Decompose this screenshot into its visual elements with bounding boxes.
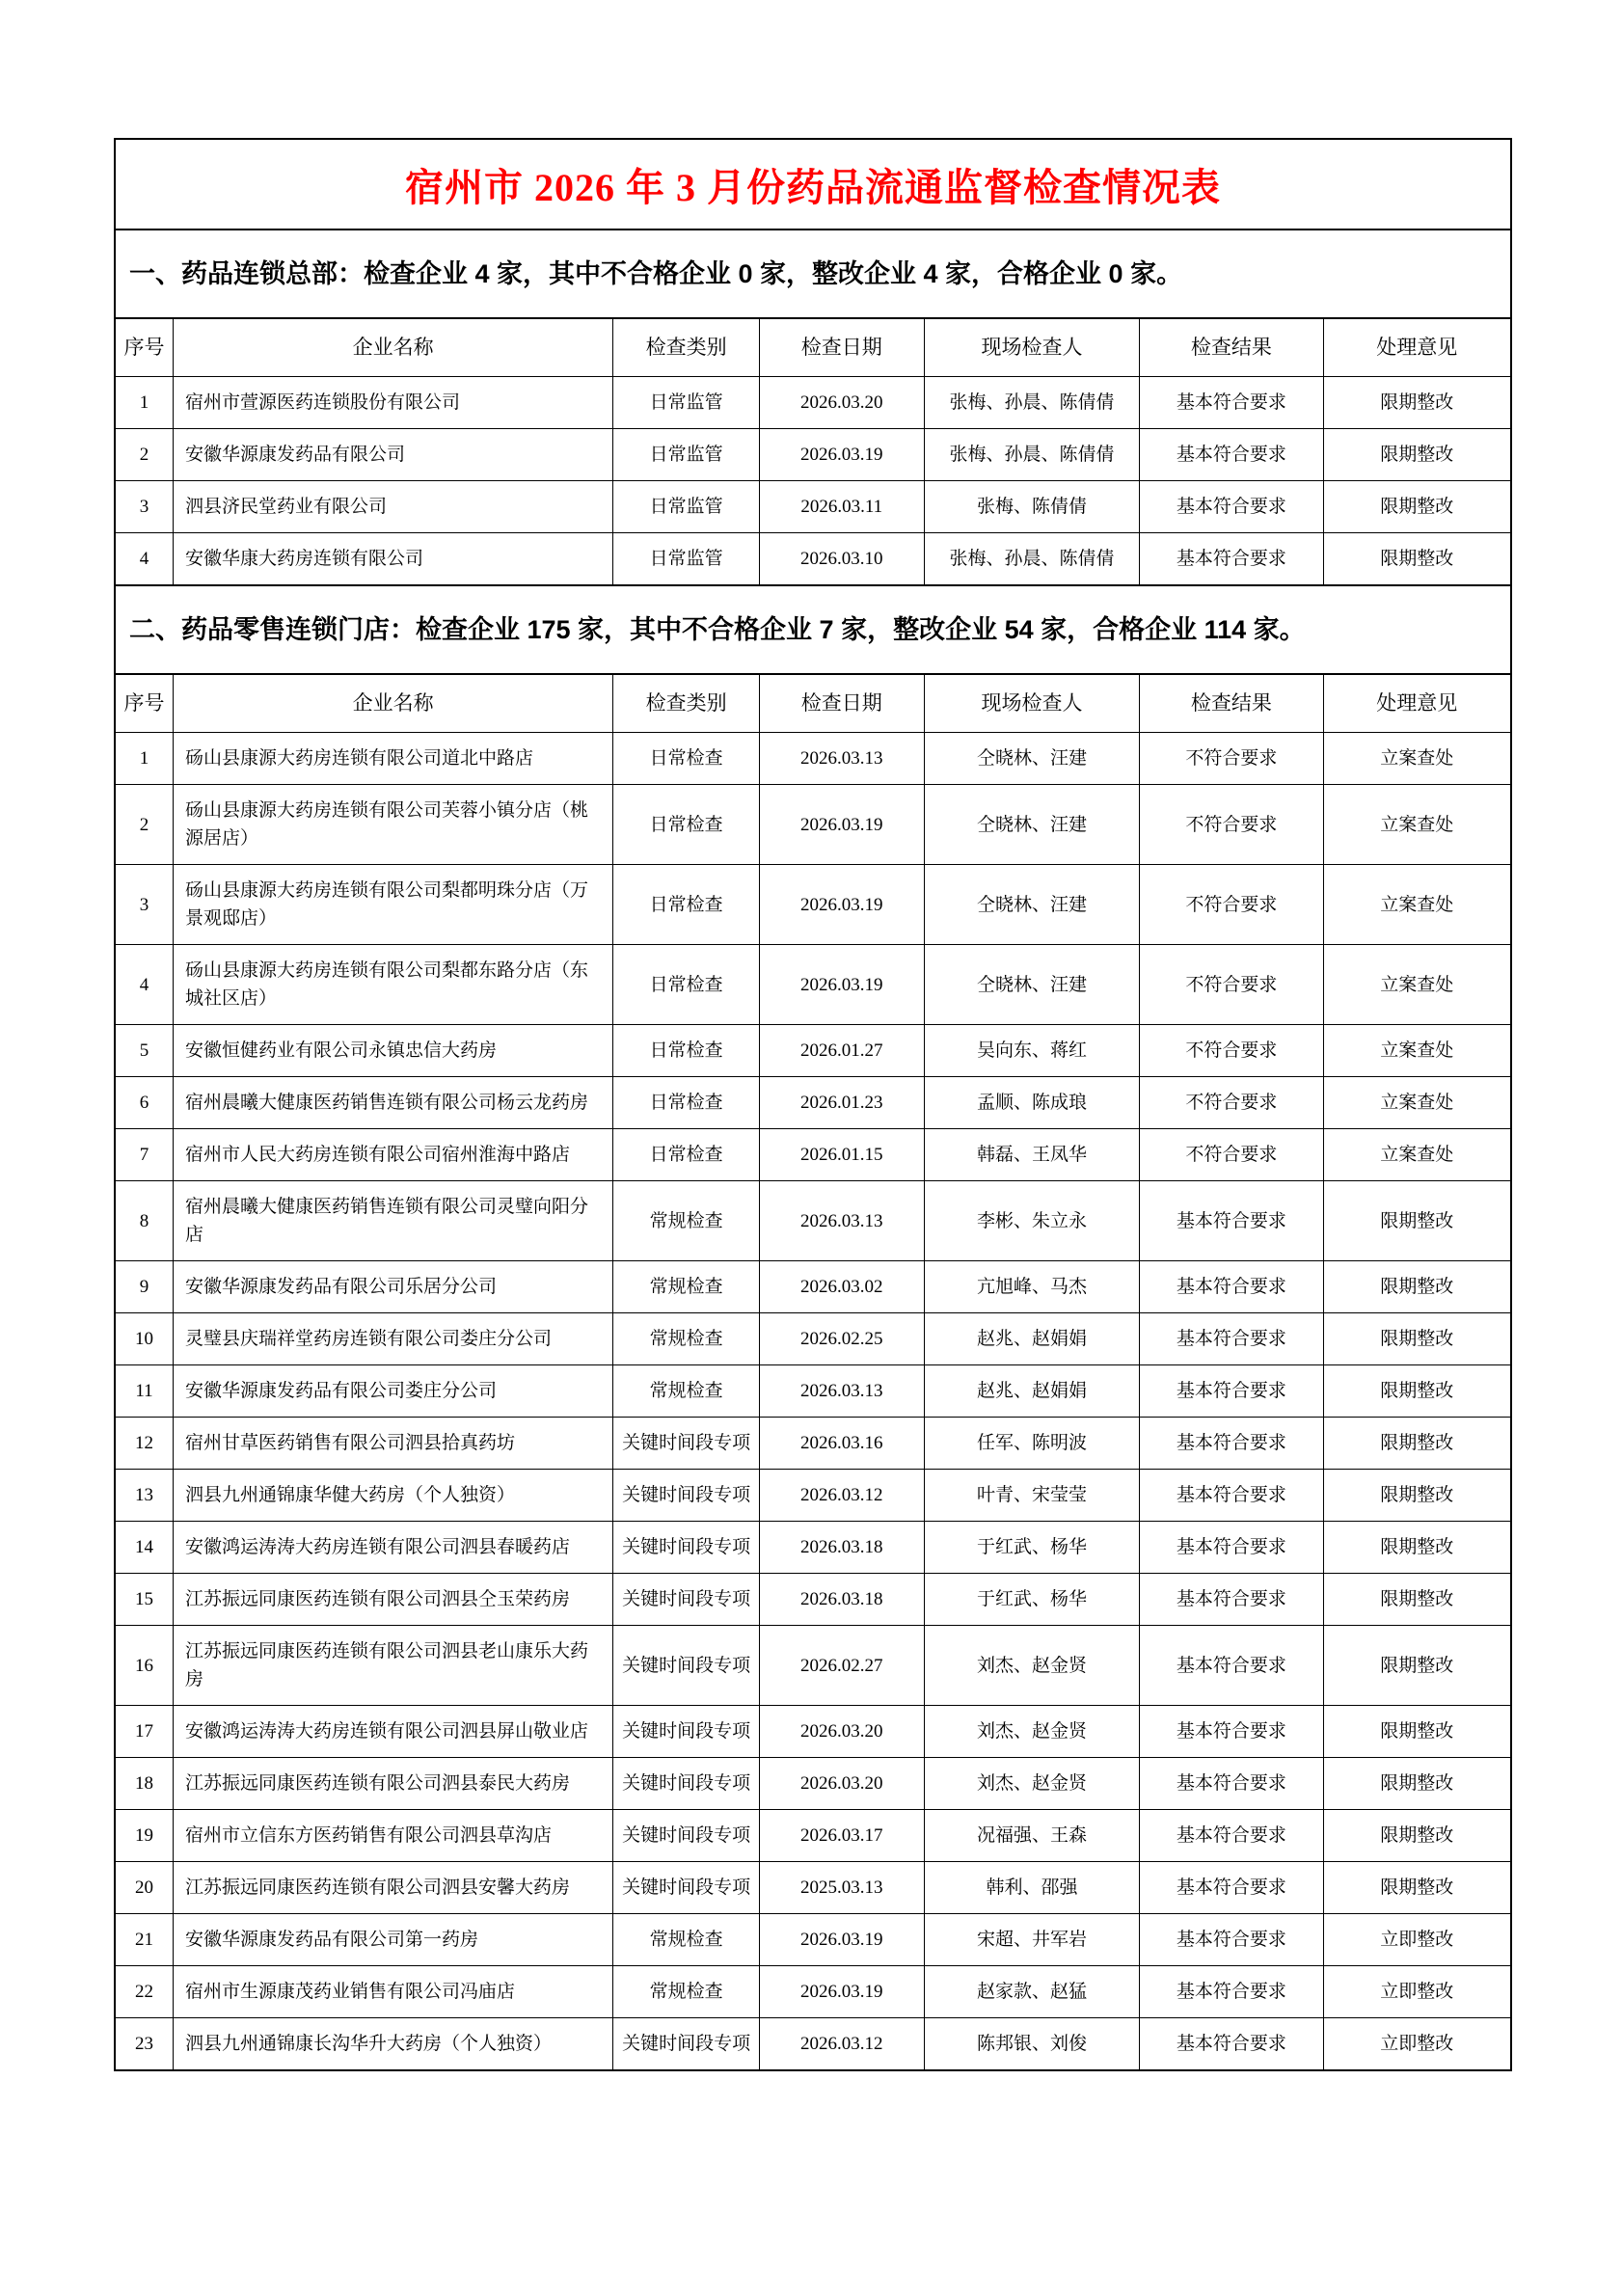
column-header: 处理意见 bbox=[1323, 675, 1510, 733]
table-cell: 不符合要求 bbox=[1140, 1077, 1323, 1129]
table-cell: 刘杰、赵金贤 bbox=[924, 1706, 1140, 1758]
section-1-heading: 一、药品连锁总部：检查企业 4 家，其中不合格企业 0 家，整改企业 4 家，合格企业 0 家。 bbox=[116, 230, 1510, 319]
table-row bbox=[116, 1574, 1510, 1626]
table-cell: 2 bbox=[116, 785, 173, 865]
table-cell: 基本符合要求 bbox=[1140, 1626, 1323, 1706]
table-cell: 立案查处 bbox=[1323, 1129, 1510, 1181]
table-cell: 赵兆、赵娟娟 bbox=[924, 1365, 1140, 1418]
table-cell: 吴向东、蒋红 bbox=[924, 1025, 1140, 1077]
table-cell: 日常检查 bbox=[613, 945, 759, 1025]
table-cell: 仝晓林、汪建 bbox=[924, 733, 1140, 785]
table-cell: 2026.03.02 bbox=[759, 1261, 924, 1313]
table-cell: 限期整改 bbox=[1323, 533, 1510, 585]
table-cell: 2026.03.19 bbox=[759, 945, 924, 1025]
table-cell: 基本符合要求 bbox=[1140, 377, 1323, 429]
table-cell: 基本符合要求 bbox=[1140, 429, 1323, 481]
table-cell: 2026.03.19 bbox=[759, 429, 924, 481]
table-cell: 立案查处 bbox=[1323, 1025, 1510, 1077]
table-cell: 不符合要求 bbox=[1140, 785, 1323, 865]
table-cell: 18 bbox=[116, 1758, 173, 1810]
table-cell: 2026.03.20 bbox=[759, 377, 924, 429]
table-cell: 日常检查 bbox=[613, 733, 759, 785]
column-header: 检查类别 bbox=[613, 319, 759, 377]
table-cell: 限期整改 bbox=[1323, 1261, 1510, 1313]
table-cell: 基本符合要求 bbox=[1140, 1706, 1323, 1758]
table-row bbox=[116, 429, 1510, 481]
table-cell: 日常监管 bbox=[613, 481, 759, 533]
header-row bbox=[116, 319, 1510, 377]
table-cell: 张梅、陈倩倩 bbox=[924, 481, 1140, 533]
company-name-cell: 宿州晨曦大健康医药销售连锁有限公司杨云龙药房 bbox=[173, 1077, 612, 1129]
table-cell: 限期整改 bbox=[1323, 429, 1510, 481]
company-name-cell: 泗县九州通锦康华健大药房（个人独资） bbox=[173, 1470, 612, 1522]
table-cell: 2026.03.10 bbox=[759, 533, 924, 585]
company-name-cell: 江苏振远同康医药连锁有限公司泗县泰民大药房 bbox=[173, 1758, 612, 1810]
table-cell: 张梅、孙晨、陈倩倩 bbox=[924, 533, 1140, 585]
table-cell: 2026.03.18 bbox=[759, 1522, 924, 1574]
table-cell: 于红武、杨华 bbox=[924, 1574, 1140, 1626]
table-row bbox=[116, 1810, 1510, 1862]
table-cell: 不符合要求 bbox=[1140, 1129, 1323, 1181]
table-cell: 立案查处 bbox=[1323, 785, 1510, 865]
column-header: 检查类别 bbox=[613, 675, 759, 733]
company-name-cell: 安徽鸿运涛涛大药房连锁有限公司泗县屏山敬业店 bbox=[173, 1706, 612, 1758]
company-name-cell: 江苏振远同康医药连锁有限公司泗县仝玉荣药房 bbox=[173, 1574, 612, 1626]
table-cell: 2026.03.16 bbox=[759, 1418, 924, 1470]
table-row bbox=[116, 481, 1510, 533]
table-row bbox=[116, 945, 1510, 1025]
table-cell: 孟顺、陈成琅 bbox=[924, 1077, 1140, 1129]
company-name-cell: 江苏振远同康医药连锁有限公司泗县安馨大药房 bbox=[173, 1862, 612, 1914]
column-header: 企业名称 bbox=[173, 319, 612, 377]
table-cell: 基本符合要求 bbox=[1140, 481, 1323, 533]
table-row bbox=[116, 533, 1510, 585]
table-cell: 20 bbox=[116, 1862, 173, 1914]
table-row bbox=[116, 1129, 1510, 1181]
table-cell: 仝晓林、汪建 bbox=[924, 865, 1140, 945]
table-cell: 限期整改 bbox=[1323, 1574, 1510, 1626]
table-row bbox=[116, 1261, 1510, 1313]
table-cell: 陈邦银、刘俊 bbox=[924, 2018, 1140, 2070]
table-cell: 基本符合要求 bbox=[1140, 1810, 1323, 1862]
table-cell: 12 bbox=[116, 1418, 173, 1470]
column-header: 序号 bbox=[116, 319, 173, 377]
document bbox=[114, 138, 1512, 2071]
table-cell: 基本符合要求 bbox=[1140, 2018, 1323, 2070]
table-cell: 限期整改 bbox=[1323, 1706, 1510, 1758]
table-cell: 关键时间段专项 bbox=[613, 1626, 759, 1706]
table-cell: 不符合要求 bbox=[1140, 1025, 1323, 1077]
table-row bbox=[116, 733, 1510, 785]
table-row bbox=[116, 1626, 1510, 1706]
table-cell: 基本符合要求 bbox=[1140, 1574, 1323, 1626]
table-cell: 3 bbox=[116, 481, 173, 533]
table-row bbox=[116, 865, 1510, 945]
table-cell: 基本符合要求 bbox=[1140, 1966, 1323, 2018]
table-cell: 赵家款、赵猛 bbox=[924, 1966, 1140, 2018]
table-row bbox=[116, 1522, 1510, 1574]
table-cell: 2026.03.12 bbox=[759, 1470, 924, 1522]
table-cell: 亢旭峰、马杰 bbox=[924, 1261, 1140, 1313]
column-header: 现场检查人 bbox=[924, 675, 1140, 733]
table-cell: 关键时间段专项 bbox=[613, 1862, 759, 1914]
table-row bbox=[116, 1025, 1510, 1077]
table-cell: 限期整改 bbox=[1323, 481, 1510, 533]
table-cell: 2026.03.20 bbox=[759, 1758, 924, 1810]
table-cell: 22 bbox=[116, 1966, 173, 2018]
company-name-cell: 泗县九州通锦康长沟华升大药房（个人独资） bbox=[173, 2018, 612, 2070]
table-cell: 限期整改 bbox=[1323, 377, 1510, 429]
table-cell: 常规检查 bbox=[613, 1313, 759, 1365]
table-cell: 2026.01.27 bbox=[759, 1025, 924, 1077]
column-header: 检查日期 bbox=[759, 319, 924, 377]
table-cell: 不符合要求 bbox=[1140, 865, 1323, 945]
table-cell: 2026.02.25 bbox=[759, 1313, 924, 1365]
table-cell: 刘杰、赵金贤 bbox=[924, 1626, 1140, 1706]
company-name-cell: 宿州甘草医药销售有限公司泗县拾真药坊 bbox=[173, 1418, 612, 1470]
table-cell: 2026.03.13 bbox=[759, 733, 924, 785]
table-cell: 5 bbox=[116, 1025, 173, 1077]
table-cell: 21 bbox=[116, 1914, 173, 1966]
retail-chain-stores-table bbox=[116, 675, 1510, 2069]
table-row bbox=[116, 1077, 1510, 1129]
table-cell: 常规检查 bbox=[613, 1365, 759, 1418]
table-cell: 2 bbox=[116, 429, 173, 481]
company-name-cell: 安徽鸿运涛涛大药房连锁有限公司泗县春暖药店 bbox=[173, 1522, 612, 1574]
table-body bbox=[116, 733, 1510, 2070]
table-cell: 14 bbox=[116, 1522, 173, 1574]
table-row bbox=[116, 1914, 1510, 1966]
table-cell: 日常检查 bbox=[613, 1129, 759, 1181]
table-cell: 基本符合要求 bbox=[1140, 1313, 1323, 1365]
company-name-cell: 砀山县康源大药房连锁有限公司梨都明珠分店（万景观邸店） bbox=[173, 865, 612, 945]
table-cell: 常规检查 bbox=[613, 1181, 759, 1261]
table-header bbox=[116, 675, 1510, 733]
table-row bbox=[116, 1313, 1510, 1365]
table-cell: 15 bbox=[116, 1574, 173, 1626]
table-cell: 8 bbox=[116, 1181, 173, 1261]
table-cell: 2026.03.11 bbox=[759, 481, 924, 533]
table-cell: 日常检查 bbox=[613, 865, 759, 945]
table-cell: 立案查处 bbox=[1323, 865, 1510, 945]
table-cell: 日常监管 bbox=[613, 377, 759, 429]
company-name-cell: 灵璧县庆瑞祥堂药房连锁有限公司娄庄分公司 bbox=[173, 1313, 612, 1365]
table-row bbox=[116, 377, 1510, 429]
table-cell: 13 bbox=[116, 1470, 173, 1522]
table-cell: 基本符合要求 bbox=[1140, 533, 1323, 585]
table-cell: 9 bbox=[116, 1261, 173, 1313]
column-header: 序号 bbox=[116, 675, 173, 733]
company-name-cell: 宿州晨曦大健康医药销售连锁有限公司灵璧向阳分店 bbox=[173, 1181, 612, 1261]
table-cell: 不符合要求 bbox=[1140, 945, 1323, 1025]
table-cell: 2026.03.12 bbox=[759, 2018, 924, 2070]
chain-headquarters-table bbox=[116, 319, 1510, 584]
section-2-heading: 二、药品零售连锁门店：检查企业 175 家，其中不合格企业 7 家，整改企业 54 家，合格企业 114 家。 bbox=[116, 584, 1510, 675]
table-cell: 1 bbox=[116, 377, 173, 429]
table-cell: 限期整改 bbox=[1323, 1470, 1510, 1522]
table-row bbox=[116, 1470, 1510, 1522]
table-cell: 1 bbox=[116, 733, 173, 785]
header-row bbox=[116, 675, 1510, 733]
table-header bbox=[116, 319, 1510, 377]
title-row bbox=[116, 140, 1510, 230]
company-name-cell: 泗县济民堂药业有限公司 bbox=[173, 481, 612, 533]
table-cell: 11 bbox=[116, 1365, 173, 1418]
table-cell: 19 bbox=[116, 1810, 173, 1862]
table-row bbox=[116, 1418, 1510, 1470]
table-cell: 2026.03.18 bbox=[759, 1574, 924, 1626]
table-cell: 韩利、邵强 bbox=[924, 1862, 1140, 1914]
table-cell: 基本符合要求 bbox=[1140, 1181, 1323, 1261]
table-cell: 2026.03.13 bbox=[759, 1181, 924, 1261]
column-header: 检查日期 bbox=[759, 675, 924, 733]
company-name-cell: 安徽恒健药业有限公司永镇忠信大药房 bbox=[173, 1025, 612, 1077]
table-cell: 关键时间段专项 bbox=[613, 1470, 759, 1522]
company-name-cell: 安徽华源康发药品有限公司乐居分公司 bbox=[173, 1261, 612, 1313]
column-header: 处理意见 bbox=[1323, 319, 1510, 377]
table-cell: 限期整改 bbox=[1323, 1522, 1510, 1574]
table-cell: 2026.03.19 bbox=[759, 1966, 924, 2018]
table-cell: 关键时间段专项 bbox=[613, 1810, 759, 1862]
table-cell: 16 bbox=[116, 1626, 173, 1706]
table-cell: 基本符合要求 bbox=[1140, 1418, 1323, 1470]
table-cell: 2025.03.13 bbox=[759, 1862, 924, 1914]
table-cell: 基本符合要求 bbox=[1140, 1365, 1323, 1418]
table-cell: 于红武、杨华 bbox=[924, 1522, 1140, 1574]
table-cell: 2026.01.15 bbox=[759, 1129, 924, 1181]
table-cell: 10 bbox=[116, 1313, 173, 1365]
table-cell: 4 bbox=[116, 945, 173, 1025]
column-header: 现场检查人 bbox=[924, 319, 1140, 377]
table-cell: 2026.03.20 bbox=[759, 1706, 924, 1758]
table-cell: 立即整改 bbox=[1323, 1914, 1510, 1966]
table-cell: 日常检查 bbox=[613, 785, 759, 865]
table-cell: 仝晓林、汪建 bbox=[924, 945, 1140, 1025]
company-name-cell: 安徽华源康发药品有限公司第一药房 bbox=[173, 1914, 612, 1966]
column-header: 检查结果 bbox=[1140, 675, 1323, 733]
table-cell: 叶青、宋莹莹 bbox=[924, 1470, 1140, 1522]
table-cell: 2026.03.17 bbox=[759, 1810, 924, 1862]
company-name-cell: 安徽华源康发药品有限公司 bbox=[173, 429, 612, 481]
table-cell: 2026.03.19 bbox=[759, 785, 924, 865]
table-cell: 况福强、王森 bbox=[924, 1810, 1140, 1862]
table-cell: 4 bbox=[116, 533, 173, 585]
table-row bbox=[116, 1758, 1510, 1810]
table-cell: 6 bbox=[116, 1077, 173, 1129]
company-name-cell: 江苏振远同康医药连锁有限公司泗县老山康乐大药房 bbox=[173, 1626, 612, 1706]
table-cell: 常规检查 bbox=[613, 1261, 759, 1313]
company-name-cell: 安徽华源康发药品有限公司娄庄分公司 bbox=[173, 1365, 612, 1418]
company-name-cell: 宿州市人民大药房连锁有限公司宿州淮海中路店 bbox=[173, 1129, 612, 1181]
table-cell: 常规检查 bbox=[613, 1966, 759, 2018]
table-cell: 关键时间段专项 bbox=[613, 1758, 759, 1810]
table-row bbox=[116, 2018, 1510, 2070]
column-header: 检查结果 bbox=[1140, 319, 1323, 377]
table-cell: 基本符合要求 bbox=[1140, 1758, 1323, 1810]
company-name-cell: 宿州市萱源医药连锁股份有限公司 bbox=[173, 377, 612, 429]
table-cell: 基本符合要求 bbox=[1140, 1522, 1323, 1574]
table-cell: 2026.02.27 bbox=[759, 1626, 924, 1706]
table-cell: 基本符合要求 bbox=[1140, 1862, 1323, 1914]
table-cell: 刘杰、赵金贤 bbox=[924, 1758, 1140, 1810]
table-cell: 任军、陈明波 bbox=[924, 1418, 1140, 1470]
table-body bbox=[116, 377, 1510, 585]
table-cell: 17 bbox=[116, 1706, 173, 1758]
table-cell: 立即整改 bbox=[1323, 1966, 1510, 2018]
company-name-cell: 宿州市立信东方医药销售有限公司泗县草沟店 bbox=[173, 1810, 612, 1862]
company-name-cell: 砀山县康源大药房连锁有限公司道北中路店 bbox=[173, 733, 612, 785]
table-cell: 关键时间段专项 bbox=[613, 1522, 759, 1574]
table-cell: 基本符合要求 bbox=[1140, 1470, 1323, 1522]
table-cell: 3 bbox=[116, 865, 173, 945]
table-row bbox=[116, 1862, 1510, 1914]
table-cell: 关键时间段专项 bbox=[613, 1706, 759, 1758]
column-header: 企业名称 bbox=[173, 675, 612, 733]
table-row bbox=[116, 1706, 1510, 1758]
table-row bbox=[116, 1365, 1510, 1418]
table-row bbox=[116, 1966, 1510, 2018]
company-name-cell: 安徽华康大药房连锁有限公司 bbox=[173, 533, 612, 585]
table-cell: 宋超、井军岩 bbox=[924, 1914, 1140, 1966]
table-cell: 张梅、孙晨、陈倩倩 bbox=[924, 377, 1140, 429]
table-cell: 限期整改 bbox=[1323, 1365, 1510, 1418]
table-cell: 立案查处 bbox=[1323, 733, 1510, 785]
table-cell: 2026.03.13 bbox=[759, 1365, 924, 1418]
table-cell: 仝晓林、汪建 bbox=[924, 785, 1140, 865]
table-cell: 赵兆、赵娟娟 bbox=[924, 1313, 1140, 1365]
table-cell: 限期整改 bbox=[1323, 1181, 1510, 1261]
table-cell: 关键时间段专项 bbox=[613, 2018, 759, 2070]
company-name-cell: 砀山县康源大药房连锁有限公司芙蓉小镇分店（桃源居店） bbox=[173, 785, 612, 865]
table-cell: 关键时间段专项 bbox=[613, 1418, 759, 1470]
table-row bbox=[116, 1181, 1510, 1261]
table-cell: 日常检查 bbox=[613, 1025, 759, 1077]
table-cell: 限期整改 bbox=[1323, 1810, 1510, 1862]
table-cell: 基本符合要求 bbox=[1140, 1261, 1323, 1313]
table-cell: 基本符合要求 bbox=[1140, 1914, 1323, 1966]
table-cell: 立即整改 bbox=[1323, 2018, 1510, 2070]
table-cell: 常规检查 bbox=[613, 1914, 759, 1966]
table-cell: 立案查处 bbox=[1323, 945, 1510, 1025]
table-cell: 23 bbox=[116, 2018, 173, 2070]
table-cell: 2026.03.19 bbox=[759, 1914, 924, 1966]
table-cell: 张梅、孙晨、陈倩倩 bbox=[924, 429, 1140, 481]
table-cell: 2026.03.19 bbox=[759, 865, 924, 945]
table-cell: 日常监管 bbox=[613, 429, 759, 481]
table-cell: 关键时间段专项 bbox=[613, 1574, 759, 1626]
table-cell: 限期整改 bbox=[1323, 1313, 1510, 1365]
table-cell: 限期整改 bbox=[1323, 1626, 1510, 1706]
table-cell: 限期整改 bbox=[1323, 1758, 1510, 1810]
table-cell: 不符合要求 bbox=[1140, 733, 1323, 785]
company-name-cell: 宿州市生源康茂药业销售有限公司冯庙店 bbox=[173, 1966, 612, 2018]
table-cell: 立案查处 bbox=[1323, 1077, 1510, 1129]
table-cell: 李彬、朱立永 bbox=[924, 1181, 1140, 1261]
company-name-cell: 砀山县康源大药房连锁有限公司梨都东路分店（东城社区店） bbox=[173, 945, 612, 1025]
page-title: 宿州市 2026 年 3 月份药品流通监督检查情况表 bbox=[405, 165, 1221, 209]
table-cell: 7 bbox=[116, 1129, 173, 1181]
table-cell: 限期整改 bbox=[1323, 1862, 1510, 1914]
table-cell: 日常监管 bbox=[613, 533, 759, 585]
table-cell: 韩磊、王凤华 bbox=[924, 1129, 1140, 1181]
table-cell: 限期整改 bbox=[1323, 1418, 1510, 1470]
table-cell: 日常检查 bbox=[613, 1077, 759, 1129]
table-cell: 2026.01.23 bbox=[759, 1077, 924, 1129]
table-row bbox=[116, 785, 1510, 865]
